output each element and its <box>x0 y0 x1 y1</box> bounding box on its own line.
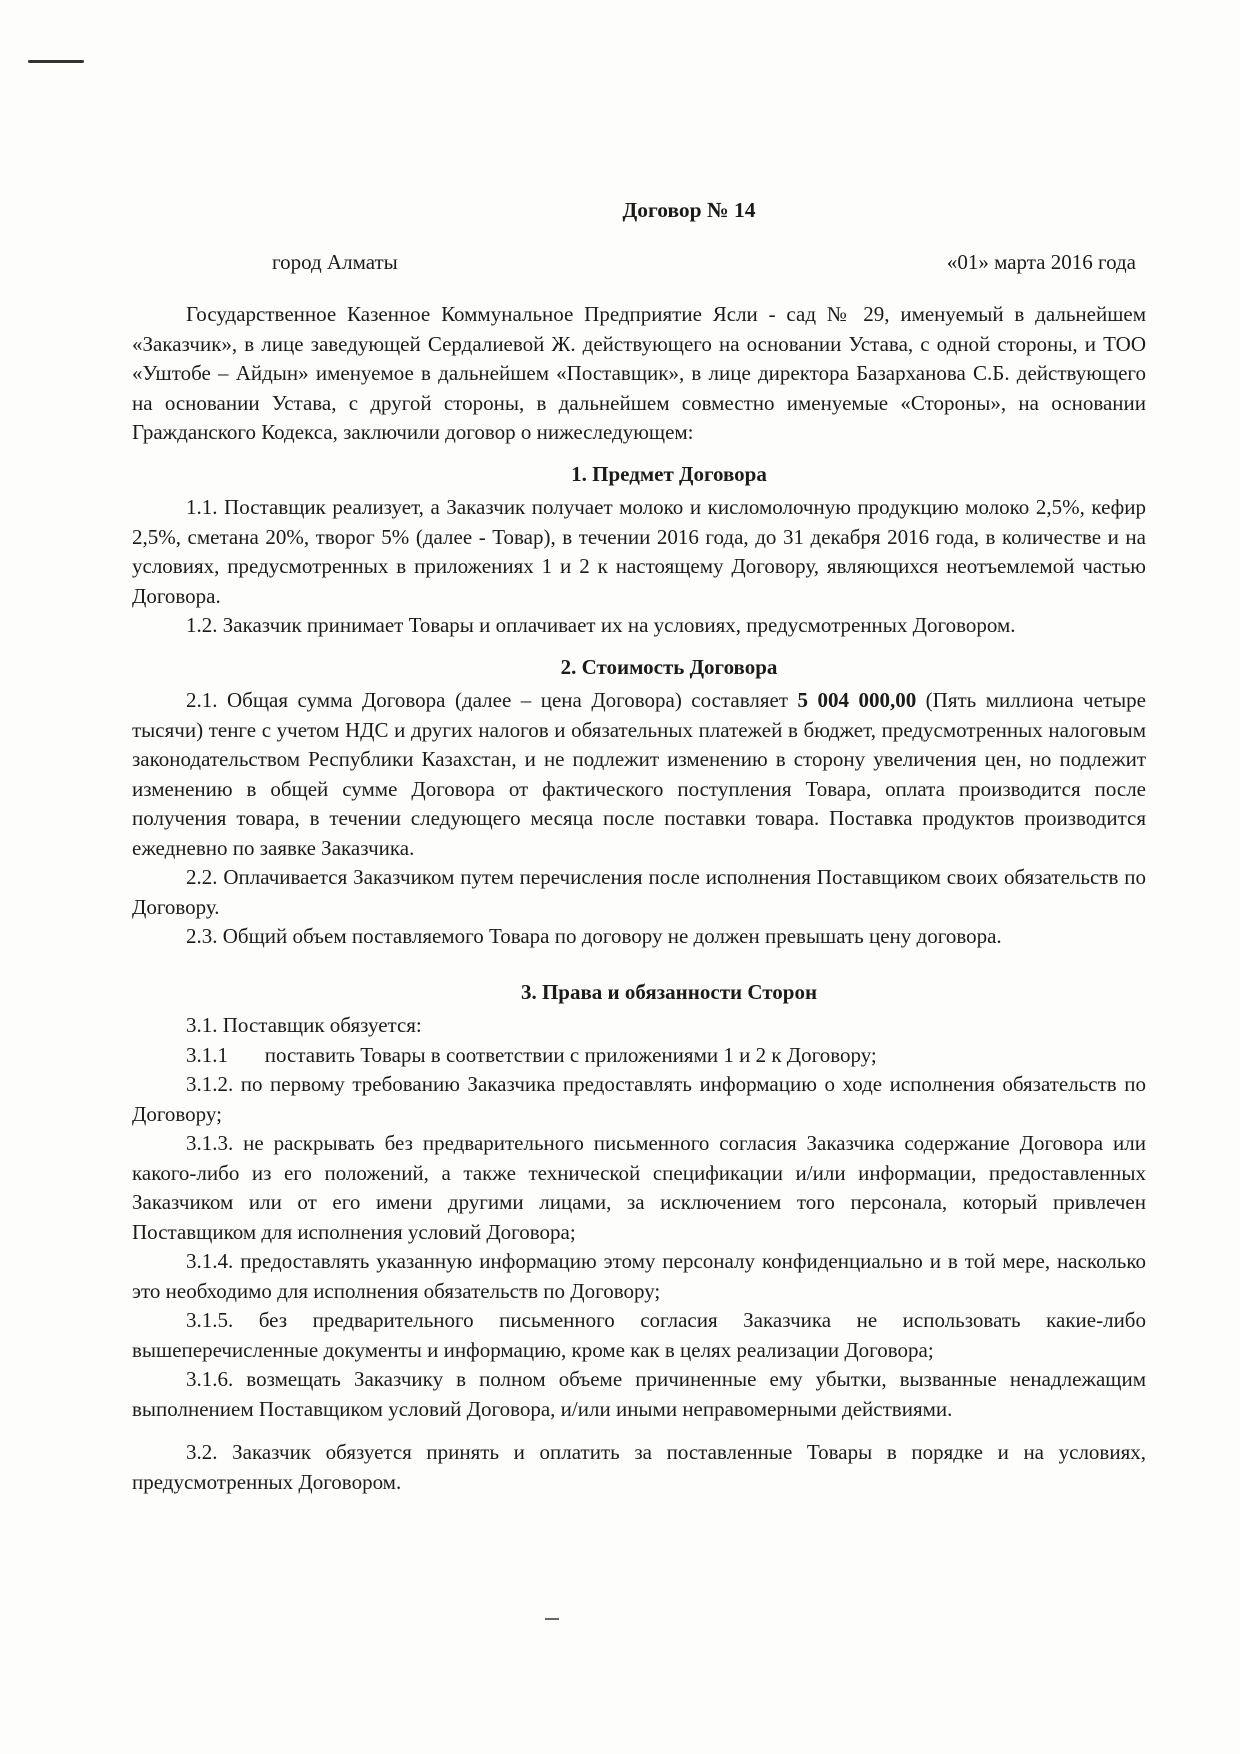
clause-1-1: 1.1. Поставщик реализует, а Заказчик получает молоко и кисломолочную продукцию молоко 2,5%, кефир 2,5%, сметана 20%, творог 5% (далее - Товар), в течении 2016 года, до 31 декабря 2016 года, в количестве и на условиях, предусмотренных в приложениях 1 и 2 к настоящему Договору, являющихся неотъемлемой частью Договора. <box>132 495 1146 608</box>
clause-3-1: 3.1. Поставщик обязуется: <box>186 1013 422 1037</box>
contract-body <box>132 196 1146 1497</box>
clause-3-1-4: 3.1.4. предоставлять указанную информацию этому персоналу конфиденциально и в той мере, насколько это необходимо для исполнения обязательств по Договору; <box>132 1249 1146 1303</box>
intro-paragraph: Государственное Казенное Коммунальное Предприятие Ясли - сад № 29, именуемый в дальнейшем «Заказчик», в лице заведующей Сердалиевой Ж. действующего на основании Устава, с одной стороны, и ТОО «Уштобе – Айдын» именуемое в дальнейшем «Поставщик», в лице директора Базарханова С.Б. действующего на основании Устава, с другой стороны, в дальнейшем совместно именуемые «Стороны», на основании Гражданского Кодекса, заключили договор о нижеследующем: <box>132 302 1146 444</box>
contract-date: «01» марта 2016 года <box>946 249 1136 274</box>
clause-3-1-3: 3.1.3. не раскрывать без предварительного письменного согласия Заказчика содержание Договора или какого-либо из его положений, а также технической спецификации и/или информации, предоставленных Заказчиком или от его имени другими лицами, за исключением того персонала, который привлечен Поставщиком для исполнения условий Договора; <box>132 1131 1146 1244</box>
document-title: Договор № 14 <box>622 198 756 222</box>
scan-mark <box>28 60 84 63</box>
clause-3-1-1: 3.1.1 поставить Товары в соответствии с приложениями 1 и 2 к Договору; <box>186 1042 877 1067</box>
footer-dash <box>545 1618 559 1620</box>
clause-3-1-6: 3.1.6. возмещать Заказчику в полном объеме причиненные ему убытки, вызванные ненадлежащим выполнением Поставщиком условий Договора, и/или иными неправомерными действиями. <box>132 1367 1146 1421</box>
clause-3-1-2: 3.1.2. по первому требованию Заказчика предоставлять информацию о ходе исполнения обязательств по Договору; <box>132 1072 1146 1126</box>
clause-1-2: 1.2. Заказчик принимает Товары и оплачивает их на условиях, предусмотренных Договором. <box>186 613 1016 637</box>
section-2-heading: 2. Стоимость Договора <box>560 654 778 679</box>
clause-2-1-end: (Пять миллиона четыре тысячи) тенге с учетом НДС и других налогов и обязательных платежей в бюджет, предусмотренных налоговым законодательством Республики Казахстан, и не подлежит изменению в сторону увеличения цен, но подлежит изменению в общей сумме Договора от фактического поступления Товара, оплата производится после получения товара, в течении следующего месяца после поставки товара. Поставка продуктов производится ежедневно по заявке Заказчика. <box>132 688 1146 860</box>
section-3-heading: 3. Права и обязанности Сторон <box>520 979 818 1004</box>
clause-2-1-start: 2.1. Общая сумма Договора (далее – цена Договора) составляет <box>186 688 798 712</box>
clause-2-2: 2.2. Оплачивается Заказчиком путем перечисления после исполнения Поставщиком своих обязательств по Договору. <box>132 865 1146 919</box>
city: город Алматы <box>272 249 398 274</box>
clause-3-2: 3.2. Заказчик обязуется принять и оплатить за поставленные Товары в порядке и на условиях, предусмотренных Договором. <box>132 1440 1146 1494</box>
contract-amount: 5 004 000,00 <box>797 688 917 712</box>
clause-2-3: 2.3. Общий объем поставляемого Товара по договору не должен превышать цену договора. <box>186 924 1002 948</box>
clause-2-1 <box>132 686 1146 863</box>
clause-3-1-5: 3.1.5. без предварительного письменного согласия Заказчика не использовать какие-либо вышеперечисленные документы и информацию, кроме как в целях реализации Договора; <box>132 1308 1146 1362</box>
place-date-row <box>272 248 1136 278</box>
section-1-heading: 1. Предмет Договора <box>571 461 767 486</box>
